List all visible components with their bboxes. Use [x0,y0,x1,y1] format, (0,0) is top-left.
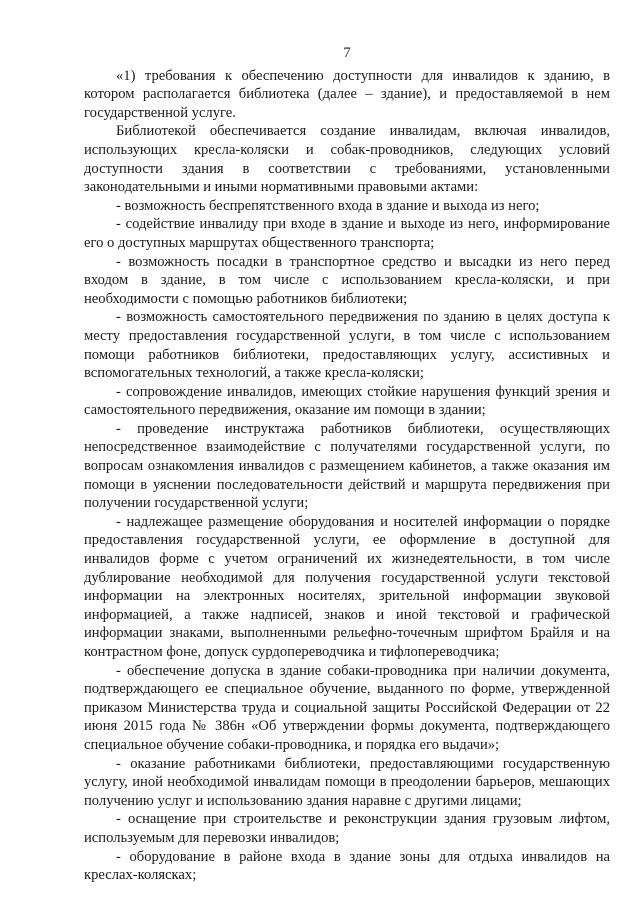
list-item: - возможность беспрепятственного входа в здание и выхода из него; [116,197,540,214]
list-item: - содействие инвалиду при входе в здание и выходе из него, информирование его о доступных маршрутах общественного транспорта; [84,216,610,251]
list-item: - обеспечение допуска в здание собаки-проводника при наличии документа, подтверждающего ее специальное обучение, выданного по форме, утвержденной приказом Министерства труда и социальной защиты Российской Федерации от 22 июня 2015 года № 386н «Об утверждении формы документа, подтверждающего специальное обучение собаки-проводника, и порядка его выдачи»; [84,662,610,753]
list-item: - оснащение при строительстве и реконструкции здания грузовым лифтом, используемым для перевозки инвалидов; [84,811,610,846]
list-item: - возможность посадки в транспортное средство и высадки из него перед входом в здание, в том числе с использованием кресла-коляски, и при необходимости с помощью работников библиотеки; [84,253,610,307]
list-item: - проведение инструктажа работников библиотеки, осуществляющих непосредственное взаимодействие с получателями государственной услуги, по вопросам ознакомления инвалидов с размещением кабинетов, а также оказания им помощи в уяснении последовательности действий и маршрута передвижения при получении государственной услуги; [84,420,610,512]
list-item: - надлежащее размещение оборудования и носителей информации о порядке предоставления государственной услуги, ее оформление в доступной для инвалидов форме с учетом ограничений их жизнедеятельности, в том числе дублирование необходимой для получения государственной услуги текстовой информации на электронных носителях, зрительной информации звуковой информацией, а также надписей, знаков и иной текстовой и графической информации знаками, выполненными рельефно-точечным шрифтом Брайля и на контрастном фоне, допуск сурдопереводчика и тифлопереводчика; [84,513,610,660]
paragraph: «1) требования к обеспечению доступности для инвалидов к зданию, в котором располагается библиотека (далее – здание), и предоставляемой в нем государственной услуге. [84,67,610,121]
list-item: - возможность самостоятельного передвижения по зданию в целях доступа к месту предоставления государственной услуги, в том числе с использованием помощи работников библиотеки, предоставляющих услугу, ассистивных и вспомогательных технологий, а также кресла-коляски; [84,309,610,382]
page-number: 7 [343,45,351,61]
list-item: - оборудование в районе входа в здание зоны для отдыха инвалидов на креслах-колясках; [84,848,610,884]
list-item: - оказание работниками библиотеки, предоставляющими государственную услугу, иной необходимой инвалидам помощи в преодолении барьеров, мешающих получению услуг и использованию здания наравне с другими лицами; [84,755,610,809]
paragraph: Библиотекой обеспечивается создание инвалидам, включая инвалидов, использующих кресла-коляски и собак-проводников, следующих условий доступности здания в соответствии с требованиями, установленными законодательными и иными нормативными правовыми актами: [84,123,610,196]
list-item: - сопровождение инвалидов, имеющих стойкие нарушения функций зрения и самостоятельного передвижения, оказание им помощи в здании; [84,383,610,419]
